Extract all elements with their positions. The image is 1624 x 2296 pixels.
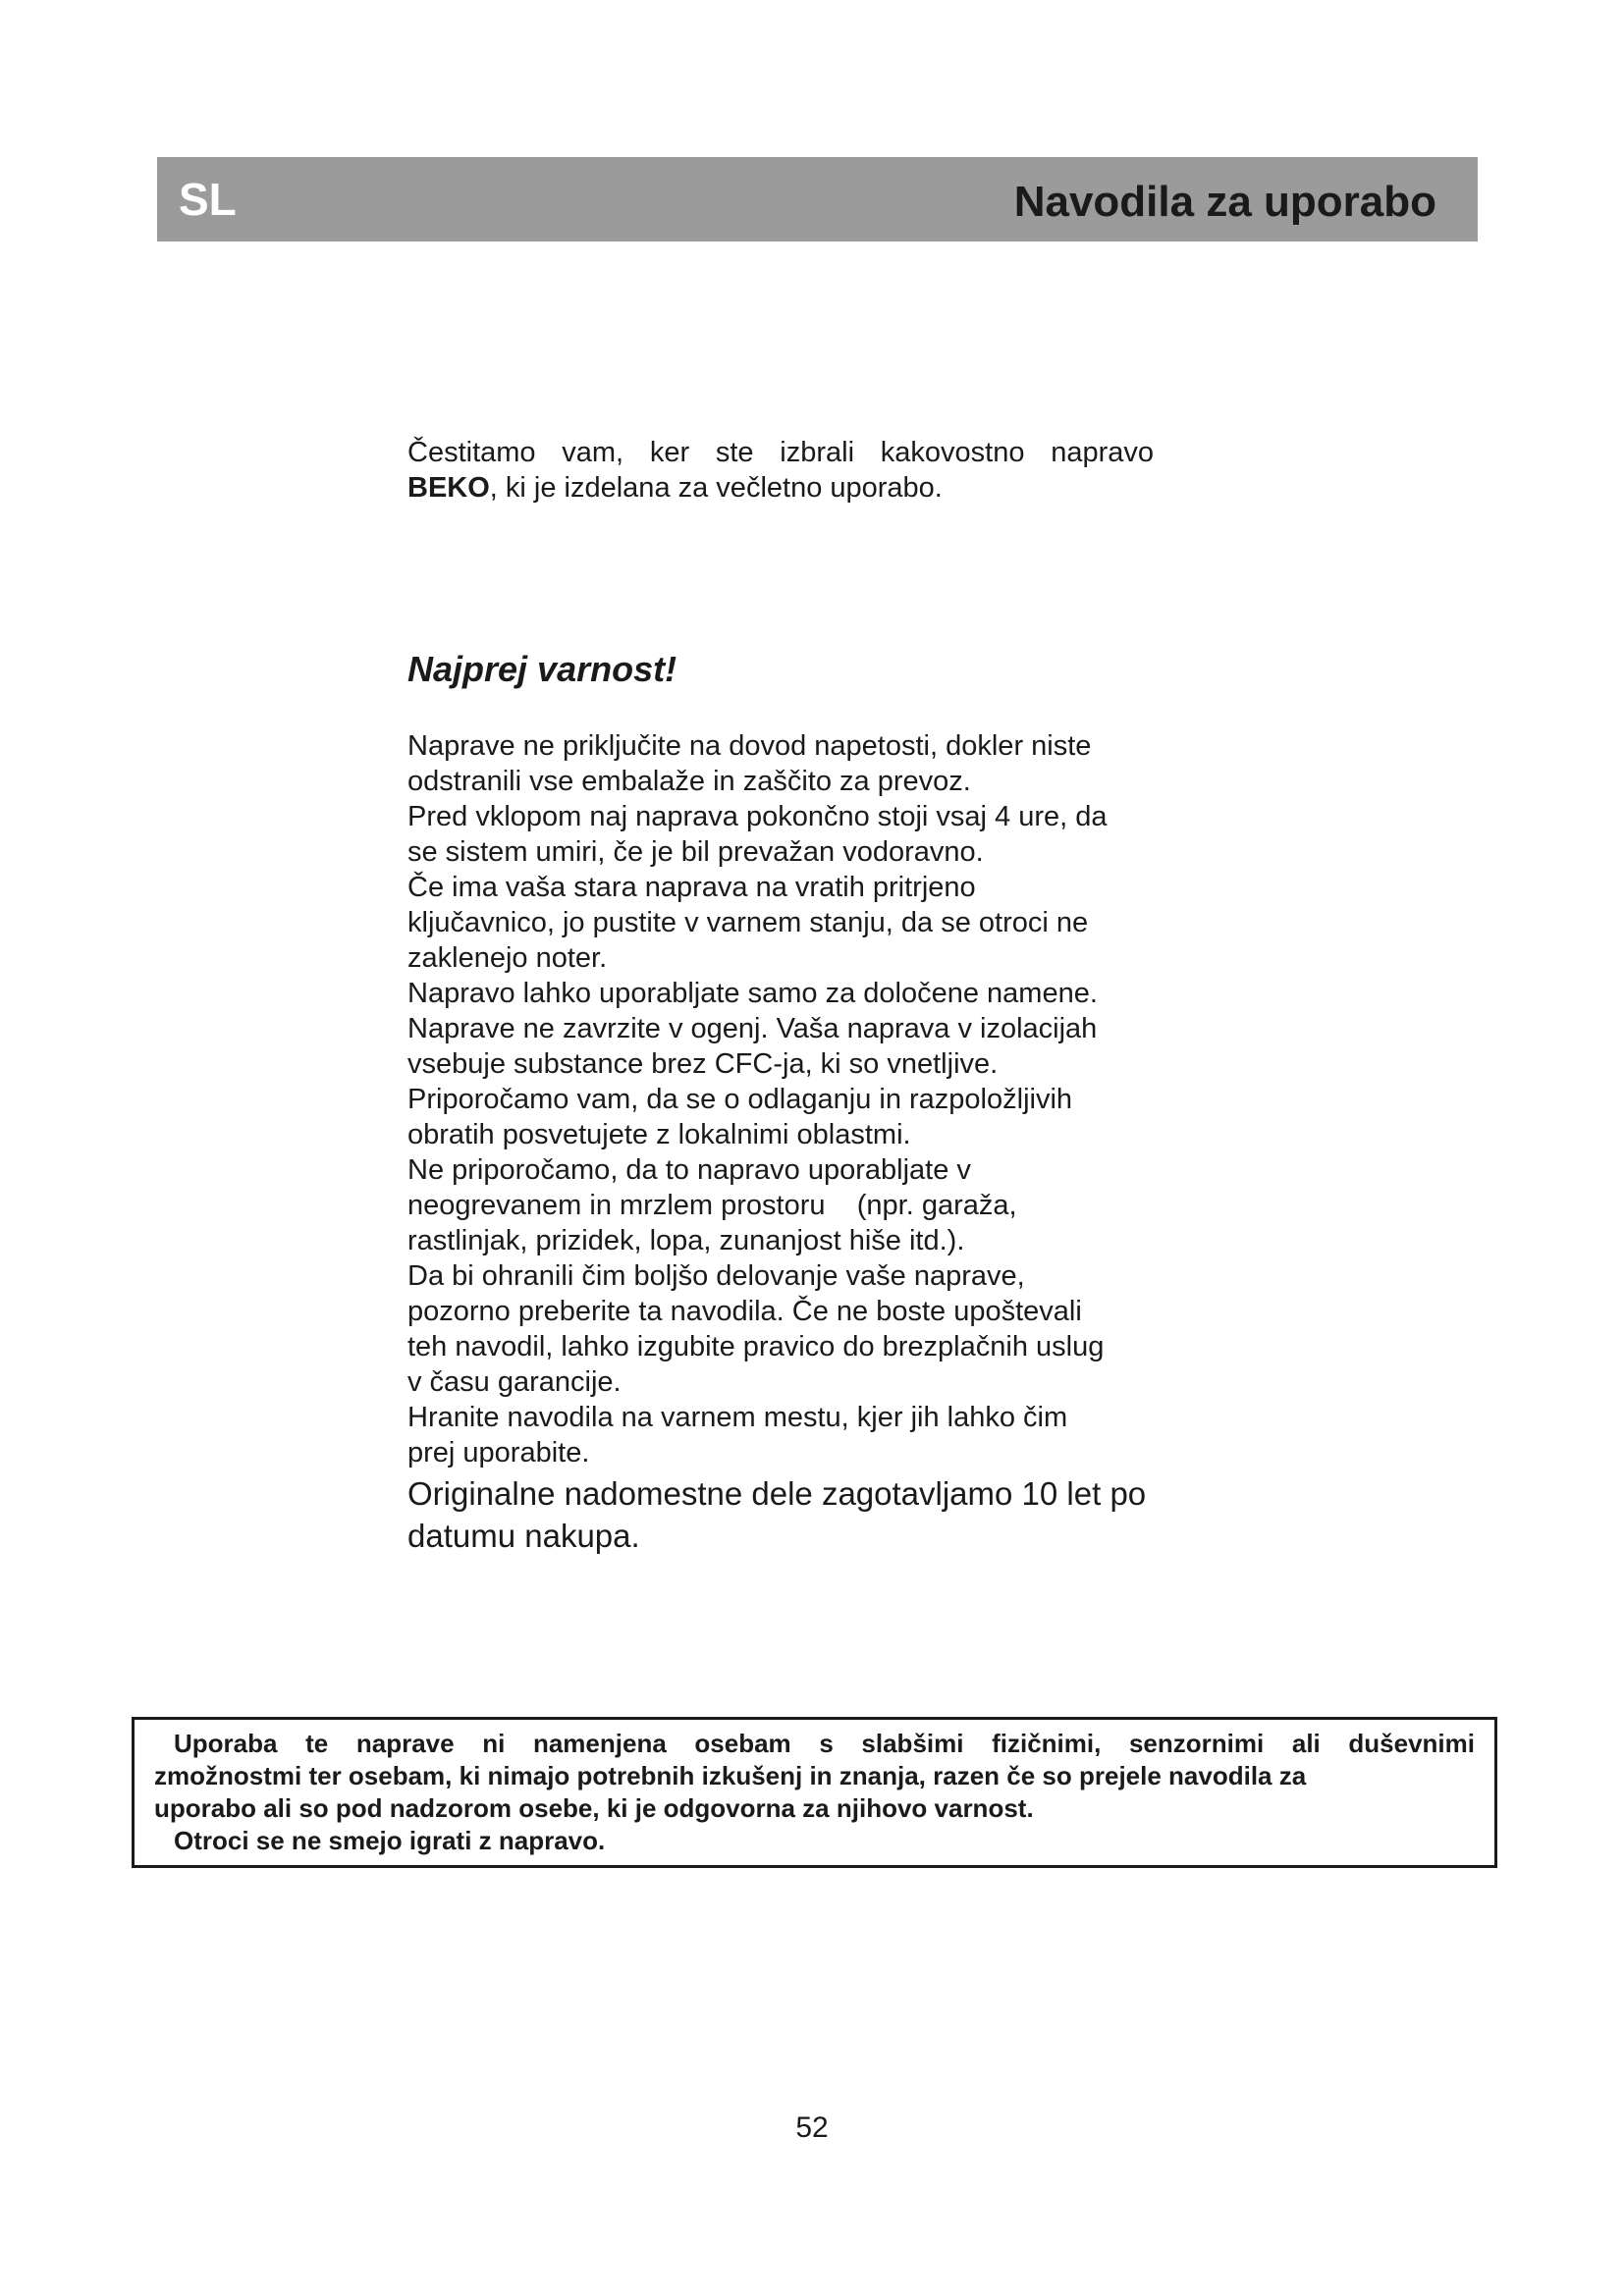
- text-line: Hranite navodila na varnem mestu, kjer jih lahko čim: [407, 1402, 1068, 1433]
- children-warning: Otroci se ne smejo igrati z napravo.: [174, 1826, 606, 1855]
- intro-line: [407, 470, 1154, 506]
- text-line: Naprave ne zavrzite v ogenj. Vaša naprava v izolacijah: [407, 1013, 1098, 1044]
- text-line: vsebuje substance brez CFC-ja, ki so vnetljive.: [407, 1048, 999, 1080]
- page-number: 52: [795, 2111, 829, 2144]
- safety-paragraph: [407, 1400, 1193, 1470]
- text-line: Napravo lahko uporabljate samo za določene namene.: [407, 978, 1098, 1009]
- warning-line: Uporaba te naprave ni namenjena osebam s slabšimi fizičnimi, senzornimi ali duševnimi: [174, 1729, 1475, 1758]
- text-line: Ne priporočamo, da to napravo uporabljate v: [407, 1154, 971, 1186]
- warning-line: uporabo ali so pod nadzorom osebe, ki je odgovorna za njihovo varnost.: [154, 1793, 1034, 1823]
- text-line: pozorno preberite ta navodila. Če ne boste upoštevali: [407, 1296, 1082, 1327]
- brand-name: BEKO: [407, 472, 490, 504]
- manual-title: Navodila za uporabo: [1013, 178, 1436, 226]
- text-line: neogrevanem in mrzlem prostoru (npr. garaža,: [407, 1190, 1017, 1221]
- safety-paragraph: [407, 870, 1193, 976]
- safety-paragraph: [407, 1152, 1193, 1258]
- intro-line-rest: , ki je izdelana za večletno uporabo.: [489, 472, 943, 504]
- intro-paragraph: [407, 435, 1154, 506]
- safety-paragraph: [407, 1258, 1193, 1400]
- safety-instructions: [407, 728, 1193, 1557]
- warning-box: [132, 1717, 1497, 1868]
- safety-paragraph: [407, 1082, 1193, 1152]
- text-line: rastlinjak, prizidek, lopa, zunanjost hiše itd.).: [407, 1225, 965, 1256]
- text-line: datumu nakupa.: [407, 1518, 640, 1554]
- intro-line: Čestitamo vam, ker ste izbrali kakovostno napravo: [407, 437, 1154, 468]
- text-line: Pred vklopom naj naprava pokončno stoji vsaj 4 ure, da: [407, 801, 1108, 832]
- safety-paragraph: [407, 1011, 1193, 1082]
- safety-paragraph: [407, 728, 1193, 799]
- header-bar: [157, 157, 1478, 241]
- language-code: SL: [179, 174, 237, 225]
- safety-heading: Najprej varnost!: [407, 649, 677, 689]
- safety-paragraph: [407, 799, 1193, 870]
- text-line: Naprave ne priključite na dovod napetosti, dokler niste: [407, 730, 1092, 762]
- text-line: ključavnico, jo pustite v varnem stanju, da se otroci ne: [407, 907, 1089, 938]
- text-line: obratih posvetujete z lokalnimi oblastmi.: [407, 1119, 911, 1150]
- text-line: teh navodil, lahko izgubite pravico do brezplačnih uslug: [407, 1331, 1105, 1362]
- safety-paragraph: [407, 976, 1193, 1011]
- text-line: v času garancije.: [407, 1366, 622, 1398]
- text-line: se sistem umiri, če je bil prevažan vodoravno.: [407, 836, 984, 868]
- text-line: Da bi ohranili čim boljšo delovanje vaše naprave,: [407, 1260, 1025, 1292]
- spare-parts-note: [407, 1472, 1193, 1557]
- text-line: Priporočamo vam, da se o odlaganju in razpoložljivih: [407, 1084, 1073, 1115]
- text-line: Originalne nadomestne dele zagotavljamo 10 let po: [407, 1475, 1147, 1512]
- warning-line: zmožnostmi ter osebam, ki nimajo potrebnih izkušenj in znanja, razen če so prejele navodila za: [154, 1761, 1307, 1790]
- text-line: Če ima vaša stara naprava na vratih pritrjeno: [407, 872, 976, 903]
- text-line: prej uporabite.: [407, 1437, 590, 1468]
- text-line: odstranili vse embalaže in zaščito za prevoz.: [407, 766, 971, 797]
- text-line: zaklenejo noter.: [407, 942, 608, 974]
